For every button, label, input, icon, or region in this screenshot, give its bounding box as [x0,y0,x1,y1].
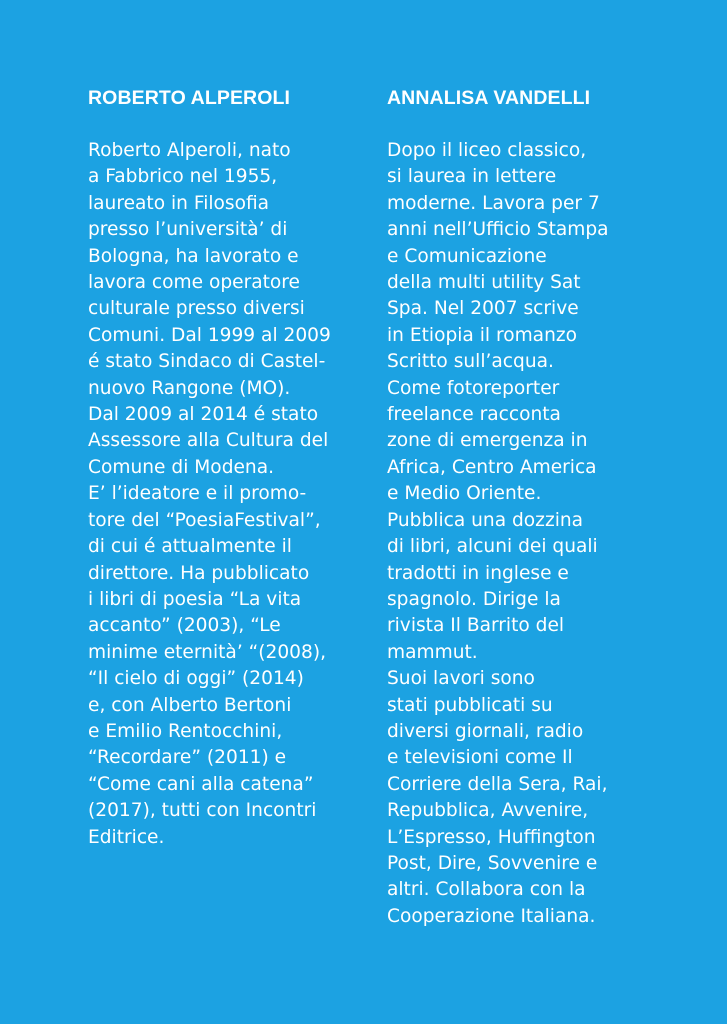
bio-line: tore del “PoesiaFestival”, [88,509,321,531]
bio-line: é stato Sindaco di Castel- [88,351,326,373]
bio-line: a Fabbrico nel 1955, [88,166,278,188]
bio-line: minime eternità’ “(2008), [88,641,327,663]
bio-line: tradotti in inglese e [387,562,569,584]
bio-line: rivista Il Barrito del [387,615,565,637]
bio-line: diversi giornali, radio [387,720,584,742]
bio-line: spagnolo. Dirige la [387,588,561,610]
author-name: ROBERTO ALPEROLI [88,87,291,109]
bio-line: Spa. Nel 2007 scrive [387,298,579,320]
bio-line: “Recordare” (2011) e [88,747,287,769]
bio-line: stati pubblicati su [387,694,553,716]
bio-line: Suoi lavori sono [387,668,535,690]
author-column-right [387,86,649,930]
bio-line: Scritto sull’acqua. [387,351,554,373]
bio-line: Cooperazione Italiana. [387,905,596,927]
bio-line: anni nell’Ufficio Stampa [387,219,609,241]
bio-line: freelance racconta [387,404,561,426]
author-column-left [88,86,368,851]
bio-line: moderne. Lavora per 7 [387,192,600,214]
bio-line: Come fotoreporter [387,377,560,399]
bio-line: accanto” (2003), “Le [88,615,281,637]
bio-line: e Medio Oriente. [387,483,542,505]
bio-line: Comune di Modena. [88,456,275,478]
bio-line: i libri di poesia “La vita [88,588,302,610]
bio-line: (2017), tutti con Incontri [88,800,317,822]
bio-line: Post, Dire, Sovvenire e [387,852,598,874]
bio-line: Comuni. Dal 1999 al 2009 [88,324,331,346]
bio-line: direttore. Ha pubblicato [88,562,310,584]
bio-line: Africa, Centro America [387,456,597,478]
bio-line: lavora come operatore [88,272,300,294]
bio-line: Dal 2009 al 2014 é stato [88,404,319,426]
bio-line: Pubblica una dozzina [387,509,584,531]
bio-line: E’ l’ideatore e il promo- [88,483,307,505]
bio-line: in Etiopia il romanzo [387,324,577,346]
bio-line: e Emilio Rentocchini, [88,720,283,742]
bio-line: zone di emergenza in [387,430,588,452]
bio-line: Corriere della Sera, Rai, [387,773,608,795]
bio-line: “Il cielo di oggi” (2014) [88,668,304,690]
bio-line: L’Espresso, Huffington [387,826,596,848]
bio-line: “Come cani alla catena” [88,773,314,795]
author-name: ANNALISA VANDELLI [387,87,591,109]
bio-line: Bologna, ha lavorato e [88,245,299,267]
bio-line: presso l’università’ di [88,219,288,241]
author-bio [387,138,649,930]
bio-line: Repubblica, Avvenire, [387,800,589,822]
bio-line: della multi utility Sat [387,272,581,294]
bio-line: nuovo Rangone (MO). [88,377,291,399]
bio-line: altri. Collabora con la [387,879,586,901]
bio-line: Editrice. [88,826,165,848]
bio-line: di libri, alcuni dei quali [387,536,598,558]
bio-line: di cui é attualmente il [88,536,292,558]
bio-line: Dopo il liceo classico, [387,140,587,161]
bio-line: laureato in Filosofia [88,192,270,214]
bio-line: e, con Alberto Bertoni [88,694,292,716]
bio-line: Assessore alla Cultura del [88,430,329,452]
bio-line: culturale presso diversi [88,298,305,320]
bio-line: mammut. [387,641,478,663]
bio-line: si laurea in lettere [387,166,557,188]
bio-line: e Comunicazione [387,245,547,267]
bio-line: Roberto Alperoli, nato [88,140,291,161]
author-bio [88,138,368,851]
bio-line: e televisioni come Il [387,747,573,769]
